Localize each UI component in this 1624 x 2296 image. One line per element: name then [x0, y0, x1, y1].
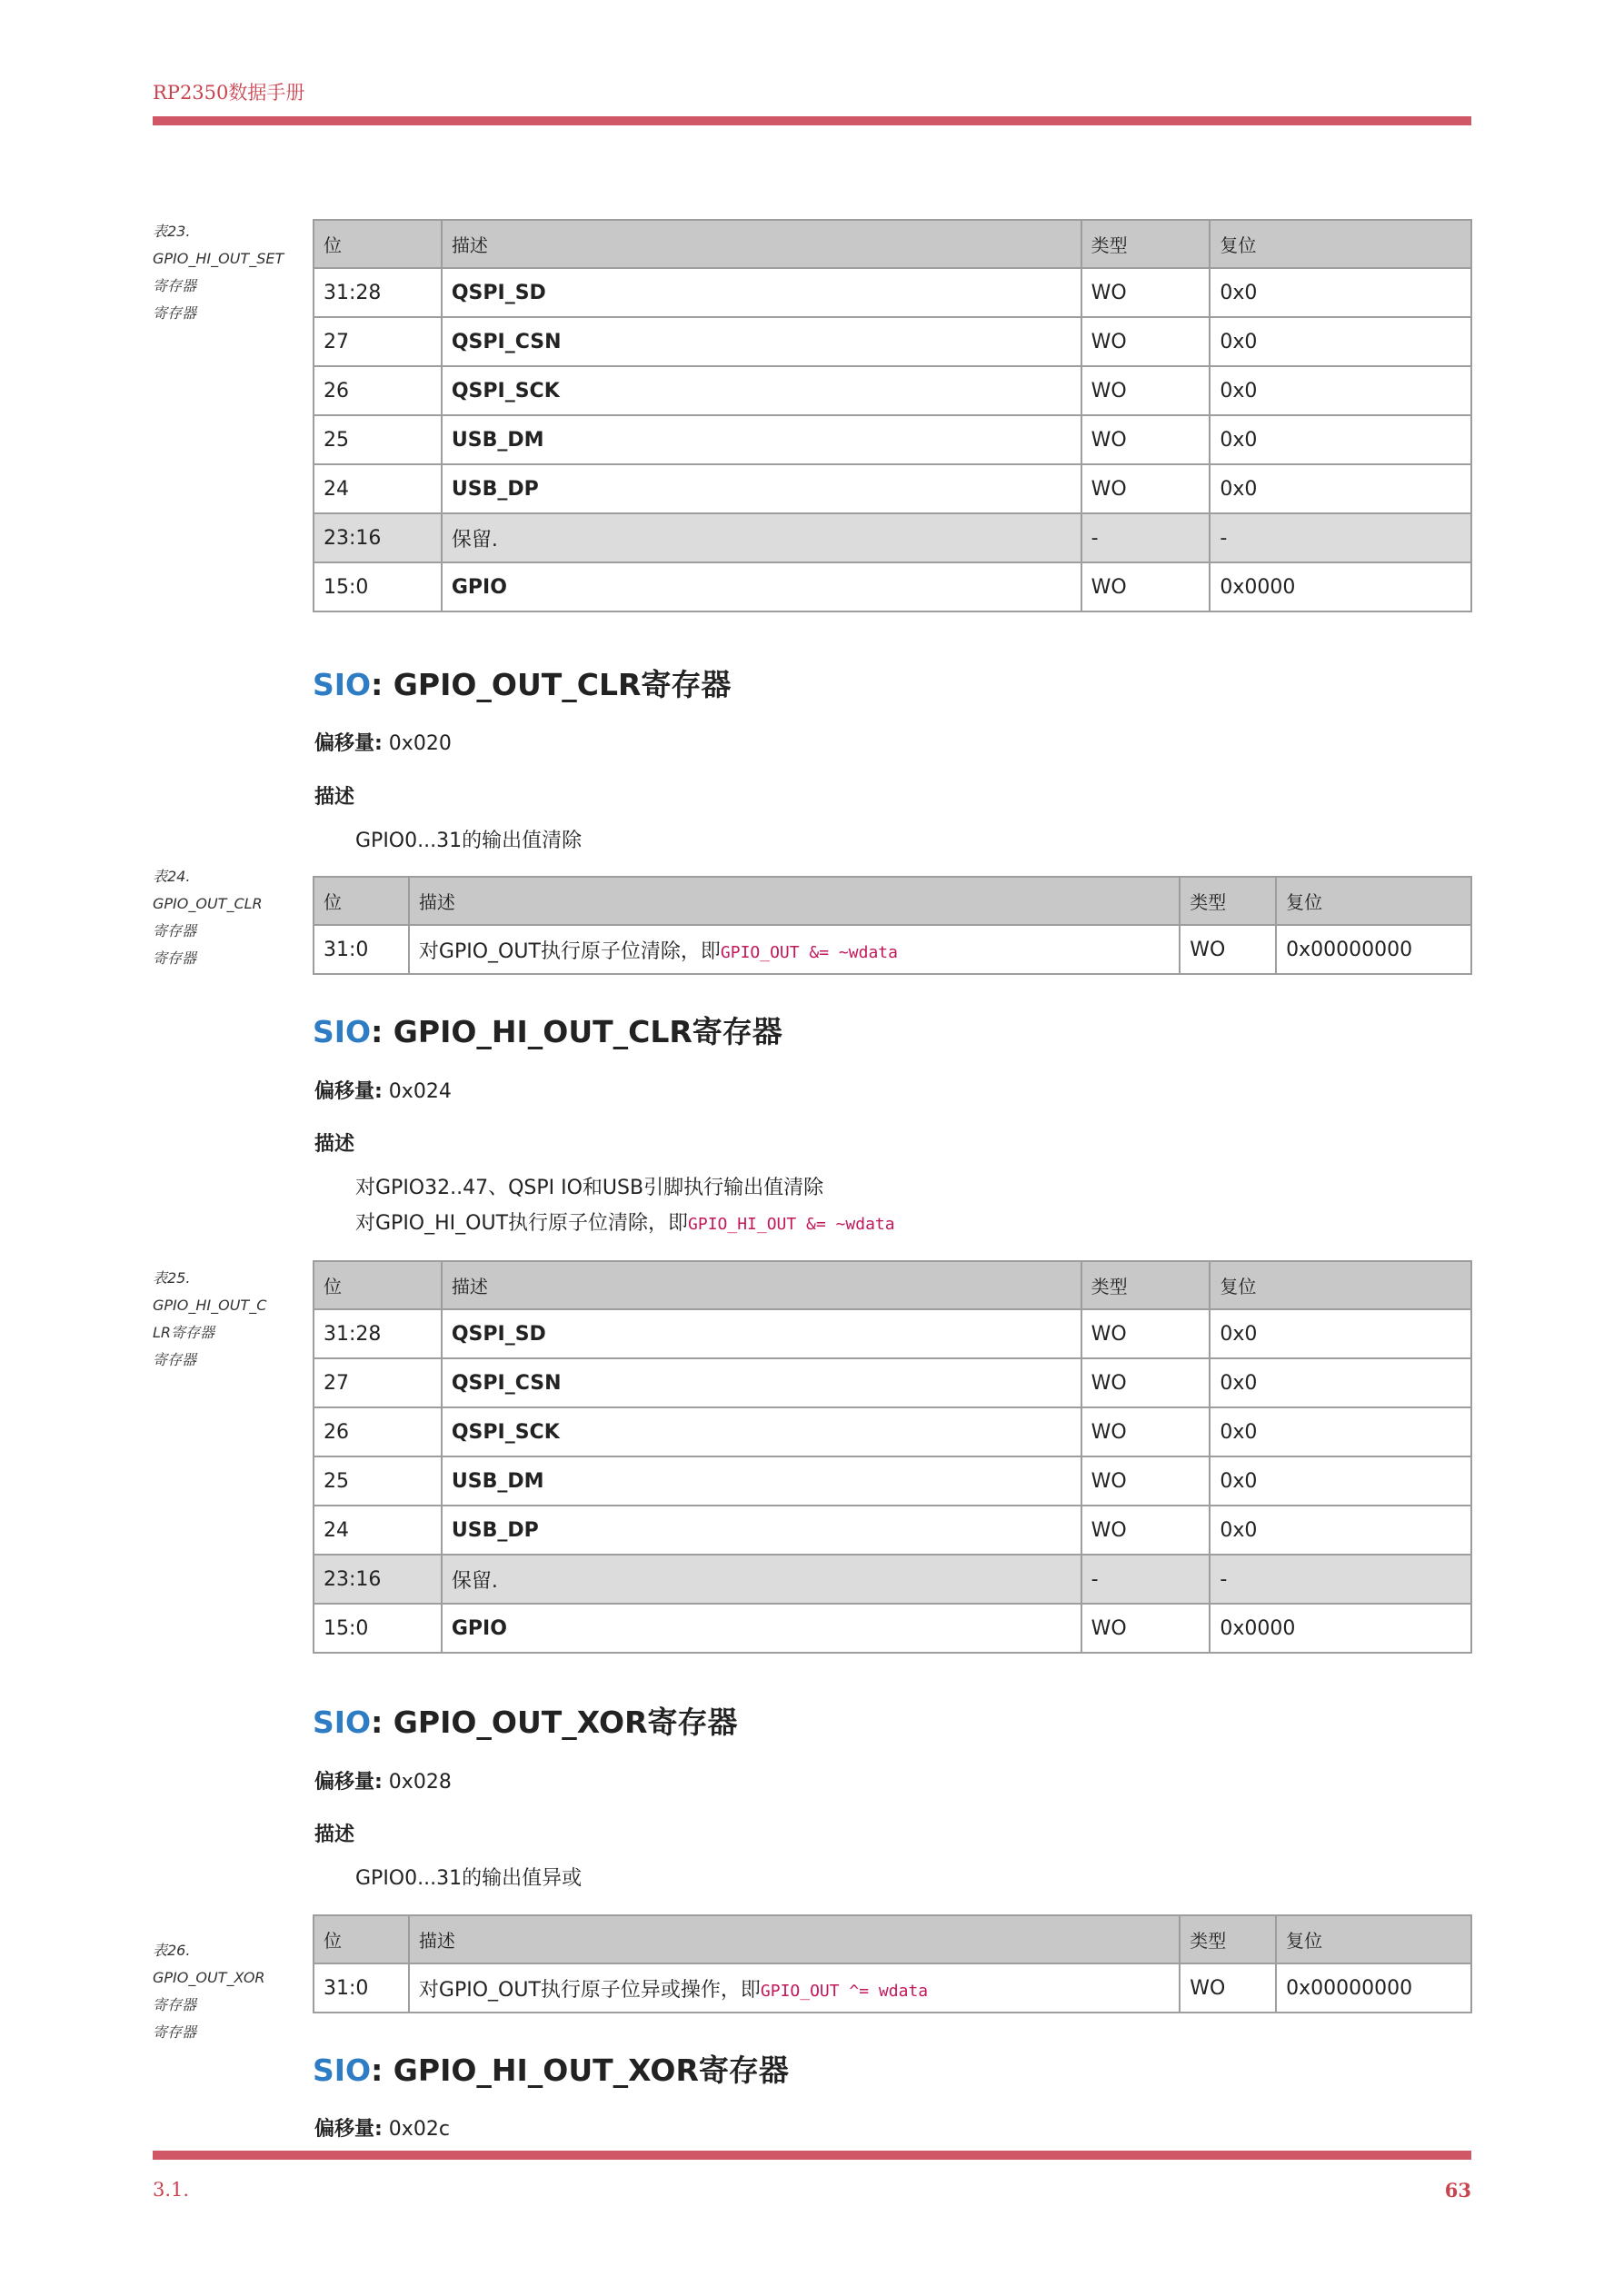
- table-row-reserved: 23:16 保留. - -: [314, 1555, 1471, 1604]
- col-header-description: 描述: [409, 1915, 1180, 1963]
- col-header-bits: 位: [314, 877, 409, 925]
- col-header-bits: 位: [314, 1261, 442, 1309]
- table-row: 25 USB_DM WO 0x0: [314, 1456, 1471, 1506]
- table-row: 26 QSPI_SCK WO 0x0: [314, 366, 1471, 415]
- col-header-type: 类型: [1081, 220, 1211, 268]
- code-snippet: GPIO_HI_OUT &= ~wdata: [688, 1215, 895, 1234]
- col-header-reset: 复位: [1210, 220, 1471, 268]
- page-number: 63: [1444, 2179, 1471, 2202]
- col-header-description: 描述: [409, 877, 1180, 925]
- footer-rule: [153, 2151, 1471, 2160]
- description-text: GPIO0...31的输出值异或: [355, 1867, 583, 1890]
- register-table-26: [313, 1914, 1472, 2013]
- col-header-type: 类型: [1180, 1915, 1276, 1963]
- table26-caption: 表26. GPIO_OUT_XOR 寄存器 寄存器: [153, 1942, 265, 2041]
- table-row: 31:28 QSPI_SD WO 0x0: [314, 268, 1471, 317]
- col-header-reset: 复位: [1276, 1915, 1471, 1963]
- section-heading-gpio-out-clr: SIO: GPIO_OUT_CLR寄存器: [313, 667, 732, 702]
- col-header-bits: 位: [314, 220, 442, 268]
- section-heading-gpio-hi-out-xor: SIO: GPIO_HI_OUT_XOR寄存器: [313, 2052, 789, 2088]
- table-row: 31:28 QSPI_SD WO 0x0: [314, 1309, 1471, 1358]
- table-row-reserved: 23:16 保留. - -: [314, 513, 1471, 562]
- col-header-description: 描述: [442, 220, 1081, 268]
- col-header-description: 描述: [442, 1261, 1081, 1309]
- description-label: 描述: [314, 1133, 355, 1156]
- description-label: 描述: [314, 1824, 355, 1846]
- col-header-reset: 复位: [1210, 1261, 1471, 1309]
- table-row: 31:0 对GPIO_OUT执行原子位异或操作，即GPIO_OUT ^= wdata WO 0x00000000: [314, 1963, 1471, 2013]
- table-row: 15:0 GPIO WO 0x0000: [314, 562, 1471, 611]
- col-header-reset: 复位: [1276, 877, 1471, 925]
- table23-caption: 表23. GPIO_HI_OUT_SET 寄存器 寄存器: [153, 223, 284, 322]
- table-row: 24 USB_DP WO 0x0: [314, 464, 1471, 513]
- offset-line: 偏移量: 0x02c: [314, 2118, 450, 2141]
- offset-line: 偏移量: 0x028: [314, 1771, 452, 1794]
- table-row: 31:0 对GPIO_OUT执行原子位清除，即GPIO_OUT &= ~wdata WO 0x00000000: [314, 925, 1471, 974]
- table-row: 24 USB_DP WO 0x0: [314, 1506, 1471, 1555]
- offset-line: 偏移量: 0x020: [314, 732, 452, 755]
- description-text: 对GPIO32..47、QSPI IO和USB引脚执行输出值清除 对GPIO_HI_OUT执行原子位清除，即GPIO_HI_OUT &= ~wdata: [355, 1177, 895, 1235]
- section-heading-gpio-hi-out-clr: SIO: GPIO_HI_OUT_CLR寄存器: [313, 1014, 782, 1049]
- table-row: 15:0 GPIO WO 0x0000: [314, 1604, 1471, 1653]
- col-header-type: 类型: [1180, 877, 1276, 925]
- description-text: GPIO0...31的输出值清除: [355, 830, 583, 852]
- document-header-title: RP2350数据手册: [153, 82, 305, 104]
- description-label: 描述: [314, 786, 355, 809]
- table25-caption: 表25. GPIO_HI_OUT_C LR寄存器 寄存器: [153, 1269, 267, 1368]
- table-row: 27 QSPI_CSN WO 0x0: [314, 1358, 1471, 1407]
- table-row: 27 QSPI_CSN WO 0x0: [314, 317, 1471, 366]
- code-snippet: GPIO_OUT &= ~wdata: [720, 942, 898, 962]
- col-header-bits: 位: [314, 1915, 409, 1963]
- table-row: 25 USB_DM WO 0x0: [314, 415, 1471, 464]
- register-table-23: [313, 219, 1472, 612]
- footer-section-number: 3.1.: [153, 2179, 190, 2201]
- table-row: 26 QSPI_SCK WO 0x0: [314, 1407, 1471, 1456]
- register-table-25: [313, 1260, 1472, 1654]
- table24-caption: 表24. GPIO_OUT_CLR 寄存器 寄存器: [153, 868, 263, 967]
- col-header-type: 类型: [1081, 1261, 1211, 1309]
- header-rule: [153, 116, 1471, 125]
- register-table-24: [313, 876, 1472, 975]
- code-snippet: GPIO_OUT ^= wdata: [760, 1981, 929, 2001]
- offset-line: 偏移量: 0x024: [314, 1080, 452, 1103]
- section-heading-gpio-out-xor: SIO: GPIO_OUT_XOR寄存器: [313, 1705, 738, 1740]
